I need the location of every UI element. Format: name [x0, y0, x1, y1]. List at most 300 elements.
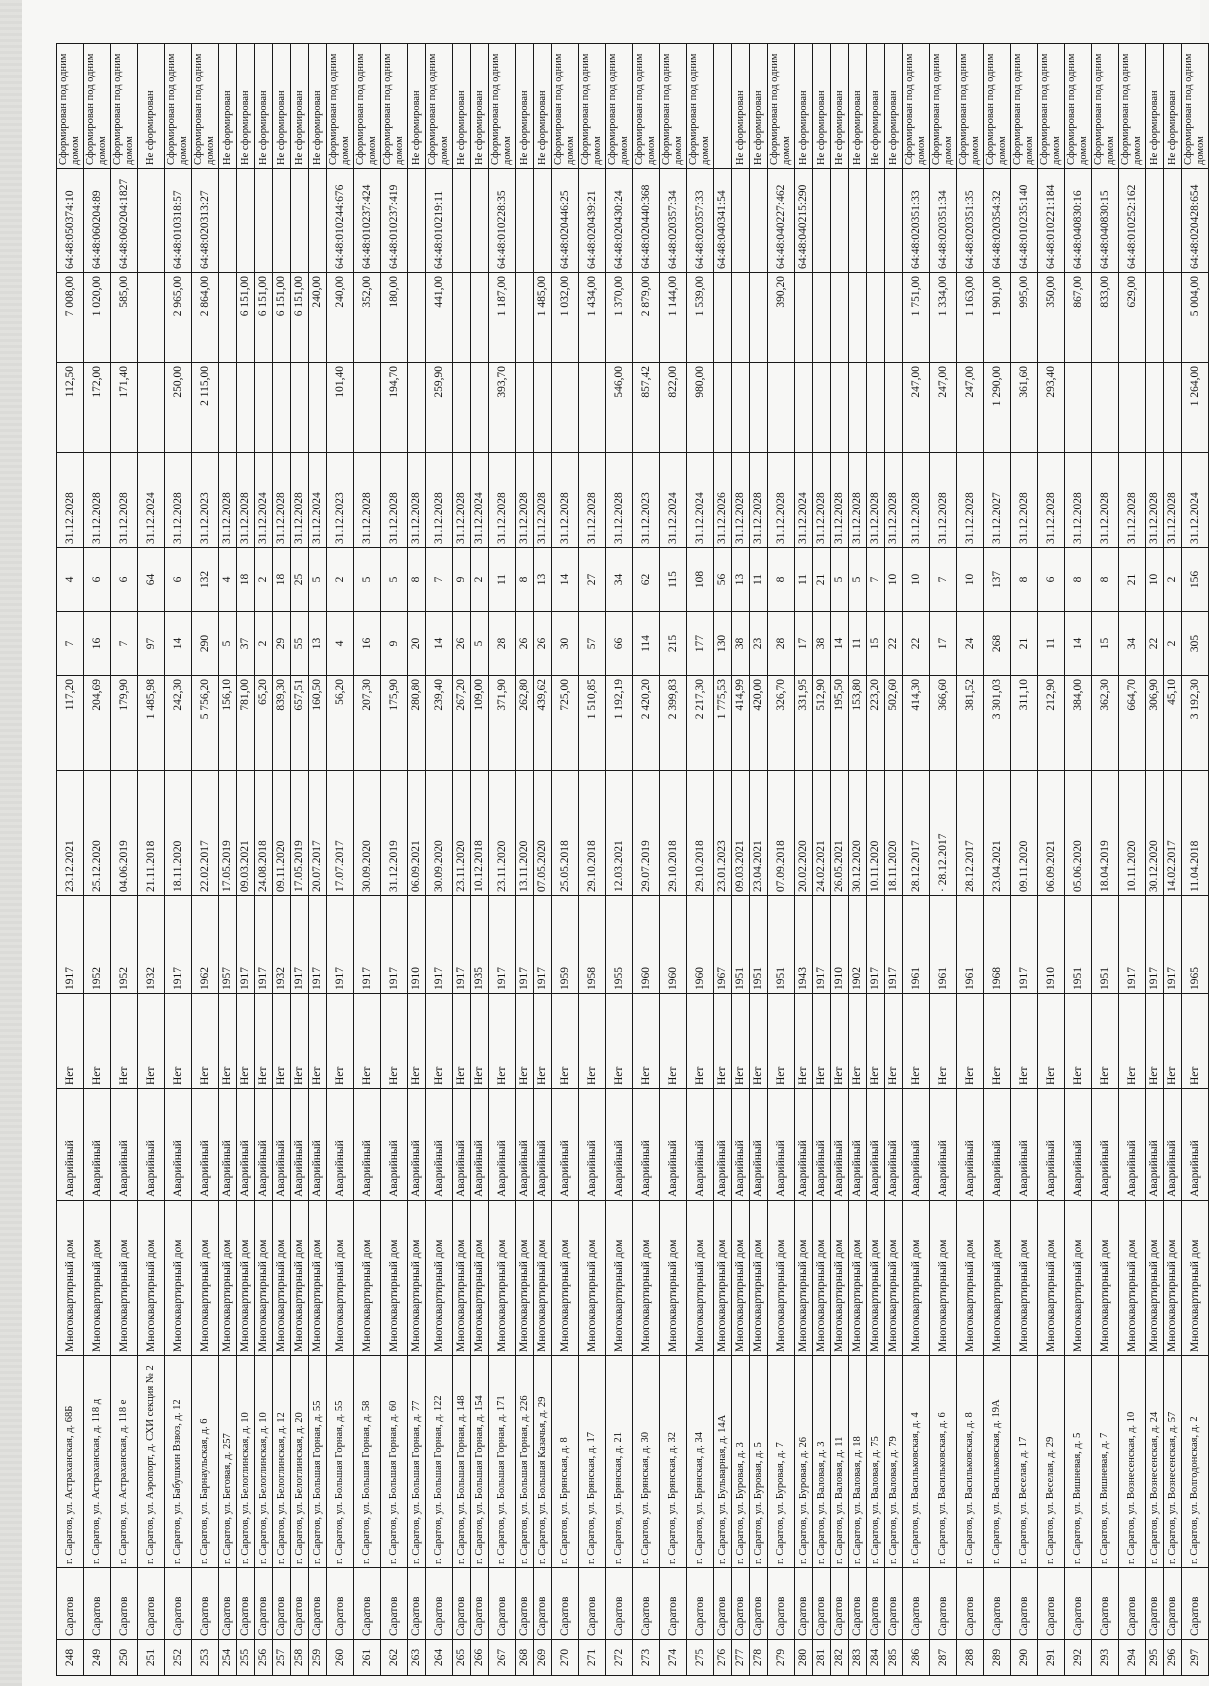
total-area-cell: 45,10: [1164, 676, 1182, 771]
address-cell: г. Саратов, ул. Волгодонская, д. 2: [1182, 1356, 1209, 1568]
cadastral-number-cell: [471, 169, 489, 273]
land-status-cell: Не сформирован: [867, 44, 885, 169]
recognition-date-cell: 14.02.2017: [1164, 771, 1182, 896]
row-number-cell: 295: [1146, 1640, 1164, 1676]
recognition-date-cell: 30.12.2020: [1146, 771, 1164, 896]
total-area-cell: 204,69: [84, 676, 111, 771]
planned-resettlement-date-cell: 31.12.2024: [1182, 453, 1209, 548]
city-cell: Саратов: [84, 1568, 111, 1640]
cadastral-number-cell: [291, 169, 309, 273]
recognition-date-cell: 18.04.2019: [1092, 771, 1119, 896]
address-cell: г. Саратов, ул. Белоглинская, д. 10: [255, 1356, 273, 1568]
cadastral-number-cell: [309, 169, 327, 273]
year-built-cell: 1917: [813, 896, 831, 994]
table-row: [327, 44, 354, 1676]
apartments-count-cell: 2: [327, 548, 354, 612]
cadastral-number-cell: 64:48:060204:1827: [111, 169, 138, 273]
building-type-cell: Многоквартирный дом: [237, 1201, 255, 1356]
residents-count-cell: 26: [516, 612, 534, 676]
planned-resettlement-date-cell: 31.12.2028: [552, 453, 579, 548]
building-type-cell: Многоквартирный дом: [138, 1201, 165, 1356]
year-built-cell: 1917: [516, 896, 534, 994]
land-status-cell: Не сформирован: [516, 44, 534, 169]
condition-cell: Аварийный: [471, 1089, 489, 1201]
cadastral-number-cell: 64:48:020351:35: [957, 169, 984, 273]
year-built-cell: 1960: [633, 896, 660, 994]
area-value-cell: 247,00: [903, 363, 930, 453]
cadastral-number-cell: 64:48:010244:676: [327, 169, 354, 273]
area-value-cell: [1065, 363, 1092, 453]
recognition-date-cell: 23.04.2021: [984, 771, 1011, 896]
land-status-cell: Не сформирован: [219, 44, 237, 169]
land-status-cell: Сформирован под одним домом: [327, 44, 354, 169]
recognition-date-cell: 29.10.2018: [579, 771, 606, 896]
recognition-date-cell: 06.09.2021: [408, 771, 426, 896]
year-built-cell: 1959: [552, 896, 579, 994]
area-value-cell: 247,00: [930, 363, 957, 453]
building-type-cell: Многоквартирный дом: [813, 1201, 831, 1356]
residents-count-cell: 16: [84, 612, 111, 676]
land-status-cell: Не сформирован: [255, 44, 273, 169]
residents-count-cell: 7: [57, 612, 84, 676]
year-built-cell: 1951: [1092, 896, 1119, 994]
condition-cell: Аварийный: [795, 1089, 813, 1201]
city-cell: Саратов: [849, 1568, 867, 1640]
area-value-cell: [534, 363, 552, 453]
row-number-cell: 255: [237, 1640, 255, 1676]
year-built-cell: 1917: [1164, 896, 1182, 994]
condition-cell: Аварийный: [327, 1089, 354, 1201]
land-status-cell: Сформирован под одним домом: [660, 44, 687, 169]
row-number-cell: 270: [552, 1640, 579, 1676]
residents-count-cell: 290: [192, 612, 219, 676]
building-type-cell: Многоквартирный дом: [327, 1201, 354, 1356]
table-row: [138, 44, 165, 1676]
condition-cell: Аварийный: [885, 1089, 903, 1201]
planned-resettlement-date-cell: 31.12.2028: [426, 453, 453, 548]
recognition-date-cell: 23.11.2020: [453, 771, 471, 896]
city-cell: Саратов: [237, 1568, 255, 1640]
cultural-heritage-cell: Нет: [768, 994, 795, 1089]
year-built-cell: 1958: [579, 896, 606, 994]
condition-cell: Аварийный: [714, 1089, 732, 1201]
planned-resettlement-date-cell: 31.12.2027: [984, 453, 1011, 548]
building-type-cell: Многоквартирный дом: [957, 1201, 984, 1356]
building-type-cell: Многоквартирный дом: [1119, 1201, 1146, 1356]
row-number-cell: 285: [885, 1640, 903, 1676]
address-cell: г. Саратов, ул. Большая Горная, д. 148: [453, 1356, 471, 1568]
apartments-count-cell: 8: [516, 548, 534, 612]
city-cell: Саратов: [1011, 1568, 1038, 1640]
land-status-cell: Сформирован под одним домом: [354, 44, 381, 169]
residents-count-cell: 5: [471, 612, 489, 676]
table-row: [885, 44, 903, 1676]
condition-cell: Аварийный: [849, 1089, 867, 1201]
address-cell: г. Саратов, ул. Вознесенская, д. 24: [1146, 1356, 1164, 1568]
land-status-cell: Сформирован под одним домом: [426, 44, 453, 169]
address-cell: г. Саратов, ул. Буровая, д. 7: [768, 1356, 795, 1568]
total-area-cell: 262,80: [516, 676, 534, 771]
condition-cell: Аварийный: [579, 1089, 606, 1201]
total-area-cell: 156,10: [219, 676, 237, 771]
residents-count-cell: 11: [1038, 612, 1065, 676]
total-area-cell: 781,00: [237, 676, 255, 771]
planned-resettlement-date-cell: 31.12.2028: [237, 453, 255, 548]
condition-cell: Аварийный: [768, 1089, 795, 1201]
residents-count-cell: 37: [237, 612, 255, 676]
year-built-cell: 1917: [309, 896, 327, 994]
table-row: [768, 44, 795, 1676]
area-value-cell: 112,50: [57, 363, 84, 453]
recognition-date-cell: 10.11.2020: [1119, 771, 1146, 896]
apartments-count-cell: 2: [1164, 548, 1182, 612]
recognition-date-cell: 21.11.2018: [138, 771, 165, 896]
table-row: [1011, 44, 1038, 1676]
cultural-heritage-cell: Нет: [687, 994, 714, 1089]
year-built-cell: 1917: [327, 896, 354, 994]
total-area-cell: 381,52: [957, 676, 984, 771]
area-value-cell: [219, 363, 237, 453]
land-status-cell: Не сформирован: [849, 44, 867, 169]
planned-resettlement-date-cell: 31.12.2028: [1146, 453, 1164, 548]
year-built-cell: 1962: [192, 896, 219, 994]
residents-count-cell: 15: [1092, 612, 1119, 676]
land-area-cell: 833,00: [1092, 273, 1119, 363]
year-built-cell: 1951: [750, 896, 768, 994]
table-row: [192, 44, 219, 1676]
year-built-cell: 1967: [714, 896, 732, 994]
apartments-count-cell: 108: [687, 548, 714, 612]
building-type-cell: Многоквартирный дом: [984, 1201, 1011, 1356]
row-number-cell: 249: [84, 1640, 111, 1676]
row-number-cell: 288: [957, 1640, 984, 1676]
condition-cell: Аварийный: [1092, 1089, 1119, 1201]
residents-count-cell: 7: [111, 612, 138, 676]
planned-resettlement-date-cell: 31.12.2023: [327, 453, 354, 548]
recognition-date-cell: 31.12.2019: [381, 771, 408, 896]
year-built-cell: 1917: [255, 896, 273, 994]
land-area-cell: [849, 273, 867, 363]
row-number-cell: 297: [1182, 1640, 1209, 1676]
row-number-cell: 286: [903, 1640, 930, 1676]
city-cell: Саратов: [354, 1568, 381, 1640]
table-row: [579, 44, 606, 1676]
planned-resettlement-date-cell: 31.12.2024: [660, 453, 687, 548]
total-area-cell: 109,00: [471, 676, 489, 771]
cultural-heritage-cell: Нет: [453, 994, 471, 1089]
year-built-cell: 1917: [867, 896, 885, 994]
land-area-cell: 441,00: [426, 273, 453, 363]
residents-count-cell: 26: [534, 612, 552, 676]
planned-resettlement-date-cell: 31.12.2023: [192, 453, 219, 548]
year-built-cell: 1961: [930, 896, 957, 994]
apartments-count-cell: 115: [660, 548, 687, 612]
city-cell: Саратов: [1092, 1568, 1119, 1640]
recognition-date-cell: 11.04.2018: [1182, 771, 1209, 896]
cadastral-number-cell: [1146, 169, 1164, 273]
land-area-cell: [795, 273, 813, 363]
land-area-cell: [813, 273, 831, 363]
apartments-count-cell: 6: [165, 548, 192, 612]
area-value-cell: [849, 363, 867, 453]
cultural-heritage-cell: Нет: [732, 994, 750, 1089]
land-status-cell: Сформирован под одним домом: [903, 44, 930, 169]
residents-count-cell: 20: [408, 612, 426, 676]
land-area-cell: [867, 273, 885, 363]
city-cell: Саратов: [930, 1568, 957, 1640]
year-built-cell: 1917: [426, 896, 453, 994]
row-number-cell: 258: [291, 1640, 309, 1676]
total-area-cell: 242,30: [165, 676, 192, 771]
recognition-date-cell: 07.05.2020: [534, 771, 552, 896]
table-row: [426, 44, 453, 1676]
total-area-cell: 117,20: [57, 676, 84, 771]
cadastral-number-cell: [732, 169, 750, 273]
cadastral-number-cell: [750, 169, 768, 273]
land-area-cell: [750, 273, 768, 363]
cultural-heritage-cell: Нет: [1119, 994, 1146, 1089]
land-area-cell: 180,00: [381, 273, 408, 363]
recognition-date-cell: 29.10.2018: [687, 771, 714, 896]
table-row: [831, 44, 849, 1676]
cadastral-number-cell: 64:48:010237:424: [354, 169, 381, 273]
total-area-cell: 160,50: [309, 676, 327, 771]
condition-cell: Аварийный: [426, 1089, 453, 1201]
cultural-heritage-cell: Нет: [984, 994, 1011, 1089]
row-number-cell: 272: [606, 1640, 633, 1676]
condition-cell: Аварийный: [354, 1089, 381, 1201]
condition-cell: Аварийный: [291, 1089, 309, 1201]
condition-cell: Аварийный: [309, 1089, 327, 1201]
recognition-date-cell: 12.03.2021: [606, 771, 633, 896]
cadastral-number-cell: 64:48:020313:27: [192, 169, 219, 273]
land-area-cell: [408, 273, 426, 363]
total-area-cell: 65,20: [255, 676, 273, 771]
year-built-cell: 1917: [165, 896, 192, 994]
planned-resettlement-date-cell: 31.12.2028: [1065, 453, 1092, 548]
residents-count-cell: 17: [795, 612, 813, 676]
area-value-cell: [579, 363, 606, 453]
city-cell: Саратов: [255, 1568, 273, 1640]
planned-resettlement-date-cell: 31.12.2028: [732, 453, 750, 548]
planned-resettlement-date-cell: 31.12.2028: [84, 453, 111, 548]
area-value-cell: 101,40: [327, 363, 354, 453]
table-row: [1092, 44, 1119, 1676]
apartments-count-cell: 7: [930, 548, 957, 612]
total-area-cell: 1 485,98: [138, 676, 165, 771]
area-value-cell: 1 264,00: [1182, 363, 1209, 453]
apartments-count-cell: 18: [273, 548, 291, 612]
land-area-cell: 240,00: [327, 273, 354, 363]
apartments-count-cell: 5: [381, 548, 408, 612]
building-type-cell: Многоквартирный дом: [1146, 1201, 1164, 1356]
condition-cell: Аварийный: [1119, 1089, 1146, 1201]
residents-count-cell: 16: [354, 612, 381, 676]
land-status-cell: Сформирован под одним домом: [1038, 44, 1065, 169]
planned-resettlement-date-cell: 31.12.2024: [471, 453, 489, 548]
land-status-cell: Не сформирован: [237, 44, 255, 169]
planned-resettlement-date-cell: 31.12.2028: [1092, 453, 1119, 548]
condition-cell: Аварийный: [57, 1089, 84, 1201]
table-row: [849, 44, 867, 1676]
land-status-cell: Не сформирован: [291, 44, 309, 169]
condition-cell: Аварийный: [831, 1089, 849, 1201]
planned-resettlement-date-cell: 31.12.2028: [291, 453, 309, 548]
residents-count-cell: 29: [273, 612, 291, 676]
building-type-cell: Многоквартирный дом: [273, 1201, 291, 1356]
city-cell: Саратов: [687, 1568, 714, 1640]
land-area-cell: 629,00: [1119, 273, 1146, 363]
cadastral-number-cell: 64:48:020351:33: [903, 169, 930, 273]
planned-resettlement-date-cell: 31.12.2028: [1119, 453, 1146, 548]
land-area-cell: 5 004,00: [1182, 273, 1209, 363]
year-built-cell: 1910: [831, 896, 849, 994]
land-area-cell: 585,00: [111, 273, 138, 363]
table-row: [408, 44, 426, 1676]
residents-count-cell: 5: [219, 612, 237, 676]
table-row: [1065, 44, 1092, 1676]
apartments-count-cell: 7: [867, 548, 885, 612]
building-type-cell: Многоквартирный дом: [84, 1201, 111, 1356]
area-value-cell: 293,40: [1038, 363, 1065, 453]
residents-count-cell: 130: [714, 612, 732, 676]
residents-count-cell: 14: [165, 612, 192, 676]
table-row: [714, 44, 732, 1676]
total-area-cell: 502,60: [885, 676, 903, 771]
total-area-cell: 280,80: [408, 676, 426, 771]
cultural-heritage-cell: Нет: [849, 994, 867, 1089]
cadastral-number-cell: 64:48:040227:462: [768, 169, 795, 273]
total-area-cell: 414,30: [903, 676, 930, 771]
area-value-cell: [255, 363, 273, 453]
table-row: [219, 44, 237, 1676]
recognition-date-cell: 06.09.2021: [1038, 771, 1065, 896]
cultural-heritage-cell: Нет: [255, 994, 273, 1089]
apartments-count-cell: 132: [192, 548, 219, 612]
recognition-date-cell: 05.06.2020: [1065, 771, 1092, 896]
land-area-cell: 6 151,00: [255, 273, 273, 363]
address-cell: г. Саратов, ул. Бульварная, д. 14А: [714, 1356, 732, 1568]
land-area-cell: [1146, 273, 1164, 363]
table-row: [111, 44, 138, 1676]
cultural-heritage-cell: Нет: [471, 994, 489, 1089]
land-status-cell: Не сформирован: [138, 44, 165, 169]
planned-resettlement-date-cell: 31.12.2028: [579, 453, 606, 548]
cultural-heritage-cell: Нет: [327, 994, 354, 1089]
city-cell: Саратов: [750, 1568, 768, 1640]
cultural-heritage-cell: Нет: [831, 994, 849, 1089]
recognition-date-cell: 17.05.2019: [291, 771, 309, 896]
building-type-cell: Многоквартирный дом: [426, 1201, 453, 1356]
planned-resettlement-date-cell: 31.12.2028: [813, 453, 831, 548]
recognition-date-cell: 23.12.2021: [57, 771, 84, 896]
address-cell: г. Саратов, ул. Буровая, д. 5: [750, 1356, 768, 1568]
planned-resettlement-date-cell: 31.12.2024: [138, 453, 165, 548]
row-number-cell: 271: [579, 1640, 606, 1676]
address-cell: г. Саратов, ул. Буровая, д. 3: [732, 1356, 750, 1568]
address-cell: г. Саратов, ул. Брянская, д. 34: [687, 1356, 714, 1568]
land-area-cell: 1 434,00: [579, 273, 606, 363]
land-status-cell: Не сформирован: [471, 44, 489, 169]
total-area-cell: 175,90: [381, 676, 408, 771]
cultural-heritage-cell: Нет: [1146, 994, 1164, 1089]
address-cell: г. Саратов, ул. Брянская, д. 30: [633, 1356, 660, 1568]
land-status-cell: Не сформирован: [1164, 44, 1182, 169]
apartments-count-cell: 137: [984, 548, 1011, 612]
land-status-cell: Сформирован под одним домом: [165, 44, 192, 169]
year-built-cell: 1968: [984, 896, 1011, 994]
cadastral-number-cell: [849, 169, 867, 273]
building-type-cell: Многоквартирный дом: [1182, 1201, 1209, 1356]
total-area-cell: 207,30: [354, 676, 381, 771]
apartments-count-cell: 21: [813, 548, 831, 612]
condition-cell: Аварийный: [867, 1089, 885, 1201]
recognition-date-cell: 07.09.2018: [768, 771, 795, 896]
apartments-count-cell: 10: [1146, 548, 1164, 612]
city-cell: Саратов: [138, 1568, 165, 1640]
planned-resettlement-date-cell: 31.12.2023: [633, 453, 660, 548]
city-cell: Саратов: [795, 1568, 813, 1640]
cultural-heritage-cell: Нет: [714, 994, 732, 1089]
city-cell: Саратов: [579, 1568, 606, 1640]
cultural-heritage-cell: Нет: [138, 994, 165, 1089]
row-number-cell: 282: [831, 1640, 849, 1676]
building-type-cell: Многоквартирный дом: [1065, 1201, 1092, 1356]
building-type-cell: Многоквартирный дом: [534, 1201, 552, 1356]
area-value-cell: [831, 363, 849, 453]
residents-count-cell: 2: [255, 612, 273, 676]
building-type-cell: Многоквартирный дом: [453, 1201, 471, 1356]
address-cell: г. Саратов, ул. Большая Горная, д. 122: [426, 1356, 453, 1568]
land-status-cell: Не сформирован: [831, 44, 849, 169]
address-cell: г. Саратов, ул. Валовая, д. 79: [885, 1356, 903, 1568]
land-status-cell: Сформирован под одним домом: [984, 44, 1011, 169]
total-area-cell: 153,80: [849, 676, 867, 771]
building-type-cell: Многоквартирный дом: [660, 1201, 687, 1356]
address-cell: г. Саратов, ул. Большая Горная, д. 171: [489, 1356, 516, 1568]
cultural-heritage-cell: Нет: [552, 994, 579, 1089]
area-value-cell: [408, 363, 426, 453]
residents-count-cell: 28: [489, 612, 516, 676]
apartments-count-cell: 62: [633, 548, 660, 612]
address-cell: г. Саратов, ул. Белоглинская, д. 20: [291, 1356, 309, 1568]
row-number-cell: 256: [255, 1640, 273, 1676]
address-cell: г. Саратов, ул. Васильковская, д. 19А: [984, 1356, 1011, 1568]
area-value-cell: 259,90: [426, 363, 453, 453]
residents-count-cell: 14: [831, 612, 849, 676]
planned-resettlement-date-cell: 31.12.2028: [516, 453, 534, 548]
building-type-cell: Многоквартирный дом: [750, 1201, 768, 1356]
condition-cell: Аварийный: [84, 1089, 111, 1201]
year-built-cell: 1917: [534, 896, 552, 994]
area-value-cell: [813, 363, 831, 453]
year-built-cell: 1917: [354, 896, 381, 994]
city-cell: Саратов: [534, 1568, 552, 1640]
total-area-cell: 2 420,20: [633, 676, 660, 771]
total-area-cell: 331,95: [795, 676, 813, 771]
row-number-cell: 250: [111, 1640, 138, 1676]
cadastral-number-cell: [885, 169, 903, 273]
residents-count-cell: 38: [732, 612, 750, 676]
table-row: [750, 44, 768, 1676]
building-type-cell: Многоквартирный дом: [192, 1201, 219, 1356]
address-cell: г. Саратов, ул. Белоглинская, д. 12: [273, 1356, 291, 1568]
building-type-cell: Многоквартирный дом: [1092, 1201, 1119, 1356]
total-area-cell: 3 301,03: [984, 676, 1011, 771]
condition-cell: Аварийный: [660, 1089, 687, 1201]
cultural-heritage-cell: Нет: [633, 994, 660, 1089]
table-row: [813, 44, 831, 1676]
